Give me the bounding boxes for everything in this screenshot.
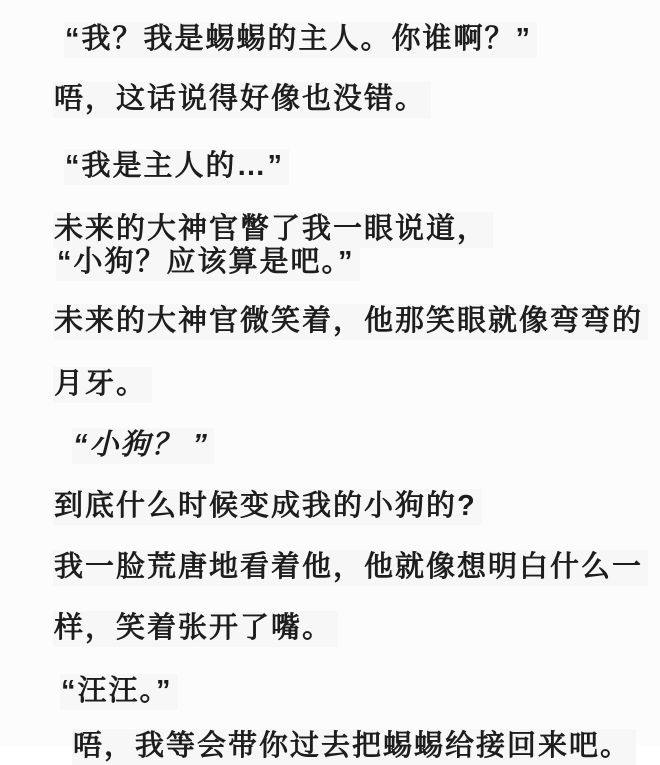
- text-line-1-text: “我？我是蜴蜴的主人。你谁啊？”: [64, 22, 537, 58]
- text-line-13-clipped: [72, 729, 636, 763]
- text-line-5-text: “小狗？应该算是吧。”: [56, 245, 360, 281]
- text-line-8-text: “小狗？ ”: [72, 428, 214, 464]
- text-line-10: [53, 550, 648, 584]
- text-line-2: [53, 82, 431, 116]
- text-line-4: [53, 212, 493, 246]
- text-line-10-text: 我一脸荒唐地看着他，他就像想明白什么一: [53, 550, 648, 586]
- text-line-1: [64, 22, 537, 56]
- text-line-3-text: “我是主人的…”: [64, 149, 289, 185]
- text-line-8-italic: [72, 428, 214, 462]
- text-line-11: [53, 611, 338, 645]
- text-line-2-text: 唔，这话说得好像也没错。: [53, 82, 431, 118]
- text-line-13-text: 唔，我等会带你过去把蜴蜴给接回来吧。: [72, 729, 636, 765]
- text-line-4-text: 未来的大神官瞥了我一眼说道，: [53, 212, 493, 248]
- text-line-11-text: 样，笑着张开了嘴。: [53, 611, 338, 647]
- text-line-6-text: 未来的大神官微笑着，他那笑眼就像弯弯的: [53, 304, 648, 340]
- text-line-9-text: 到底什么时候变成我的小狗的?: [53, 489, 482, 525]
- text-line-6: [53, 304, 648, 338]
- text-line-7-text: 月牙。: [53, 367, 152, 403]
- text-line-7: [53, 367, 152, 401]
- text-line-12: [60, 674, 178, 708]
- text-line-5: [56, 245, 360, 279]
- text-line-9: [53, 489, 482, 523]
- text-line-12-text: “汪汪。”: [60, 674, 178, 710]
- text-line-3: [64, 149, 289, 183]
